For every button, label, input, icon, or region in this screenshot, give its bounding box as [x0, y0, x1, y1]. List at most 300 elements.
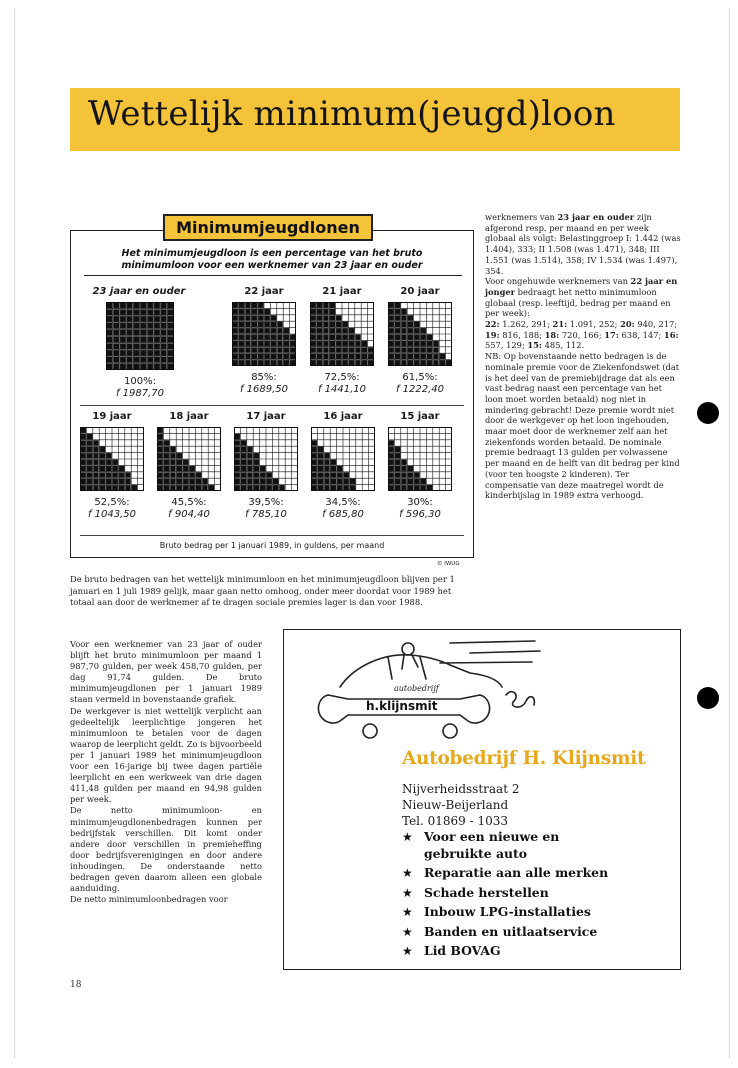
grid-cell-empty: [285, 433, 291, 439]
grid-cell-empty: [433, 334, 439, 340]
grid-cell-filled: [361, 347, 367, 353]
grid-cell-filled: [401, 340, 407, 346]
grid-cell-empty: [439, 446, 445, 452]
grid-cell-filled: [253, 465, 259, 471]
grid-cell-filled: [361, 353, 367, 359]
star-icon: ★: [402, 905, 413, 919]
grid-cell-filled: [240, 453, 246, 459]
grid-cell-empty: [362, 453, 368, 459]
grid-cell-filled: [106, 316, 113, 323]
grid-cell-empty: [439, 321, 445, 327]
right-paragraph-1: werknemers van 23 jaar en ouder zijn afgerond resp. per maand en per week globaal als volgt: Belastinggroep I: 1.442 (was 1.404), 333; II 1.508 (was 1.471), 348; III 1.551 (was 1.514), 358; IV 1.534 (was 1.497), 354.: [485, 212, 681, 276]
grid-cell-filled: [154, 309, 161, 316]
grid-cell-empty: [272, 446, 278, 452]
ad-feature: [402, 943, 608, 960]
left-paragraph-1: Voor een werknemer van 23 jaar of ouder blijft het bruto minimumloon per maand 1 987,70 gulden, per week 458,70 gulden, per dag 91,74 gulden. De bruto minimumjeugdlonen per 1 januari 1989 staan vermeld in bovenstaande grafiek.: [70, 639, 262, 705]
grid-cell-empty: [112, 446, 118, 452]
grid-cell-filled: [167, 356, 174, 363]
car-cartoon-logo: [300, 635, 550, 750]
grid-cell-filled: [86, 472, 92, 478]
figure-title-box: [163, 214, 373, 241]
ad-feature: [402, 885, 608, 902]
grid-cell-filled: [189, 472, 195, 478]
grid-cell-filled: [120, 356, 127, 363]
grid-cell-filled: [86, 433, 92, 439]
grid-cell-filled: [140, 302, 147, 309]
grid-cell-filled: [401, 353, 407, 359]
grid-cell-empty: [285, 446, 291, 452]
grid-cell-filled: [118, 478, 124, 484]
grid-cell-empty: [426, 440, 432, 446]
grid-cell-empty: [93, 433, 99, 439]
binder-hole-top: [697, 402, 719, 424]
grid-cell-filled: [160, 363, 167, 370]
grid-cell-filled: [420, 334, 426, 340]
grid-cell-filled: [355, 334, 361, 340]
grid-cell-empty: [355, 328, 361, 334]
grid-cell-filled: [407, 334, 413, 340]
grid-cell-empty: [272, 453, 278, 459]
grid-cell-empty: [420, 446, 426, 452]
grid-cell-empty: [337, 446, 343, 452]
grid-cell-empty: [131, 465, 137, 471]
grid-cell-filled: [240, 446, 246, 452]
net-wage-value: 720, 166;: [559, 329, 605, 340]
net-wage-list: [485, 319, 679, 350]
grid-cell-empty: [208, 472, 214, 478]
grid-cell-empty: [260, 459, 266, 465]
grid-cell-empty: [260, 433, 266, 439]
grid-cell-filled: [170, 446, 176, 452]
grid-cell-filled: [264, 328, 270, 334]
grid-cell-empty: [277, 315, 283, 321]
grid-cell-empty: [349, 440, 355, 446]
grid-cell-filled: [283, 353, 289, 359]
logo-name-text: h.klijnsmit: [366, 699, 438, 713]
grid-cell-empty: [283, 308, 289, 314]
grid-cell-filled: [336, 321, 342, 327]
grid-cell-empty: [336, 308, 342, 314]
grid-cell-filled: [316, 321, 322, 327]
grid-cell-empty: [112, 433, 118, 439]
grid-cell-filled: [420, 478, 426, 484]
left-paragraph-3: De netto minimumloon- en minimumjeugdlonenbedragen kunnen per bedrijfstak verschillen. Dit komt onder andere door verschillen in premieheffing door bedrijfsverenigingen en door andere inhoudingen. De onderstaande netto bedragen geven daarom alleen een globale aanduiding.: [70, 805, 262, 894]
grid-cell-filled: [258, 353, 264, 359]
panel-grid-wrap: [234, 427, 298, 491]
grid-cell-empty: [106, 446, 112, 452]
grid-cell-empty: [283, 321, 289, 327]
grid-cell-filled: [253, 453, 259, 459]
grid-cell-empty: [362, 478, 368, 484]
grid-cell-filled: [270, 353, 276, 359]
grid-cell-empty: [317, 440, 323, 446]
grid-cell-empty: [337, 459, 343, 465]
grid-cell-filled: [426, 334, 432, 340]
grid-cell-empty: [106, 440, 112, 446]
grid-cell-empty: [189, 433, 195, 439]
grid-cell-empty: [349, 446, 355, 452]
grid-cell-empty: [176, 446, 182, 452]
grid-cell-filled: [270, 328, 276, 334]
grid-cell-empty: [433, 472, 439, 478]
grid-cell-filled: [394, 478, 400, 484]
grid-cell-empty: [356, 446, 362, 452]
grid-cell-filled: [120, 309, 127, 316]
grid-cell-filled: [337, 465, 343, 471]
panel-age-label: 20 jaar: [400, 286, 440, 297]
grid-cell-filled: [140, 343, 147, 350]
grid-cell-filled: [140, 356, 147, 363]
grid-cell-filled: [329, 353, 335, 359]
grid-cell-filled: [324, 478, 330, 484]
panel-value: [378, 372, 462, 396]
grid-cell-filled: [317, 478, 323, 484]
grid-cell-filled: [264, 334, 270, 340]
star-icon: ★: [402, 944, 413, 958]
grid-cell-filled: [337, 478, 343, 484]
panel-grid: [232, 302, 296, 366]
grid-cell-filled: [163, 453, 169, 459]
net-wage-age: 20:: [620, 319, 635, 330]
grid-cell-filled: [154, 302, 161, 309]
net-wage-age: 21:: [552, 319, 568, 330]
grid-cell-empty: [125, 446, 131, 452]
grid-cell-filled: [133, 322, 140, 329]
grid-cell-empty: [131, 440, 137, 446]
grid-cell-filled: [426, 353, 432, 359]
grid-cell-filled: [251, 321, 257, 327]
grid-cell-filled: [170, 453, 176, 459]
grid-cell-filled: [126, 329, 133, 336]
grid-cell-empty: [272, 440, 278, 446]
grid-cell-filled: [106, 350, 113, 357]
grid-cell-filled: [401, 328, 407, 334]
grid-cell-filled: [167, 336, 174, 343]
ad-title: Autobedrijf H. Klijnsmit: [402, 748, 646, 769]
grid-cell-filled: [106, 336, 113, 343]
grid-cell-empty: [426, 453, 432, 459]
grid-cell-filled: [106, 478, 112, 484]
grid-cell-filled: [154, 329, 161, 336]
grid-cell-filled: [133, 336, 140, 343]
grid-cell-empty: [266, 465, 272, 471]
figure-subtitle: [80, 248, 464, 272]
grid-cell-empty: [439, 308, 445, 314]
panel-grid: [80, 427, 144, 491]
grid-cell-filled: [258, 340, 264, 346]
panel-grid-wrap: [106, 302, 174, 370]
grid-cell-filled: [147, 322, 154, 329]
grid-cell-empty: [426, 465, 432, 471]
grid-cell-empty: [324, 446, 330, 452]
grid-cell-filled: [401, 472, 407, 478]
grid-cell-filled: [245, 328, 251, 334]
grid-cell-filled: [407, 340, 413, 346]
grid-cell-empty: [433, 465, 439, 471]
grid-cell-filled: [251, 315, 257, 321]
grid-cell-empty: [106, 433, 112, 439]
grid-cell-filled: [113, 356, 120, 363]
grid-cell-filled: [414, 340, 420, 346]
panel-grid: [310, 302, 374, 366]
grid-cell-filled: [407, 478, 413, 484]
grid-cell-empty: [125, 453, 131, 459]
grid-cell-filled: [106, 363, 113, 370]
grid-cell-filled: [329, 328, 335, 334]
grid-cell-filled: [113, 322, 120, 329]
grid-cell-filled: [348, 347, 354, 353]
grid-cell-empty: [330, 453, 336, 459]
title-banner: [70, 88, 680, 151]
grid-cell-empty: [279, 453, 285, 459]
grid-cell-empty: [401, 440, 407, 446]
panel-amount: f 1441,10: [317, 384, 367, 395]
grid-cell-filled: [323, 353, 329, 359]
grid-cell-empty: [279, 472, 285, 478]
panel-percent: 85%:: [251, 372, 277, 383]
grid-cell-filled: [126, 302, 133, 309]
grid-cell-filled: [426, 347, 432, 353]
grid-cell-empty: [439, 478, 445, 484]
grid-cell-empty: [349, 433, 355, 439]
grid-cell-empty: [426, 478, 432, 484]
figure-title: Minimumjeugdlonen: [176, 218, 360, 237]
grid-cell-filled: [140, 363, 147, 370]
panel-value: [147, 497, 231, 521]
grid-cell-filled: [106, 453, 112, 459]
grid-cell-filled: [264, 353, 270, 359]
grid-cell-filled: [170, 478, 176, 484]
right-column: [485, 212, 682, 501]
grid-cell-filled: [106, 302, 113, 309]
grid-cell-filled: [167, 329, 174, 336]
grid-cell-filled: [260, 478, 266, 484]
grid-cell-filled: [414, 472, 420, 478]
grid-cell-filled: [258, 308, 264, 314]
grid-cell-filled: [86, 478, 92, 484]
grid-cell-filled: [147, 363, 154, 370]
grid-cell-empty: [125, 459, 131, 465]
grid-cell-filled: [113, 350, 120, 357]
grid-cell-empty: [176, 433, 182, 439]
grid-cell-empty: [433, 315, 439, 321]
grid-cell-filled: [160, 302, 167, 309]
grid-cell-filled: [323, 315, 329, 321]
grid-cell-filled: [133, 309, 140, 316]
grid-cell-filled: [167, 302, 174, 309]
grid-cell-filled: [140, 322, 147, 329]
panel-percent: 39,5%:: [248, 497, 284, 508]
net-wage-age: 19:: [485, 329, 500, 340]
grid-cell-empty: [420, 472, 426, 478]
grid-cell-empty: [343, 465, 349, 471]
grid-cell-empty: [272, 472, 278, 478]
grid-cell-filled: [106, 465, 112, 471]
grid-cell-filled: [99, 472, 105, 478]
grid-cell-filled: [93, 465, 99, 471]
grid-cell-filled: [99, 459, 105, 465]
grid-cell-empty: [355, 321, 361, 327]
grid-cell-filled: [264, 321, 270, 327]
panel-percent: 61,5%:: [402, 372, 438, 383]
grid-cell-filled: [176, 478, 182, 484]
grid-cell-filled: [260, 465, 266, 471]
grid-cell-filled: [167, 343, 174, 350]
grid-cell-filled: [113, 343, 120, 350]
grid-cell-filled: [329, 321, 335, 327]
grid-cell-filled: [247, 465, 253, 471]
grid-cell-empty: [362, 465, 368, 471]
grid-cell-filled: [245, 334, 251, 340]
grid-cell-empty: [337, 440, 343, 446]
panel-amount: f 685,80: [322, 509, 364, 520]
grid-cell-empty: [285, 465, 291, 471]
grid-cell-filled: [401, 478, 407, 484]
grid-cell-filled: [240, 459, 246, 465]
grid-cell-filled: [245, 347, 251, 353]
grid-cell-empty: [253, 446, 259, 452]
grid-cell-filled: [126, 350, 133, 357]
grid-cell-filled: [247, 459, 253, 465]
grid-cell-empty: [330, 446, 336, 452]
grid-cell-empty: [285, 459, 291, 465]
right-paragraph-3: NB: Op bovenstaande netto bedragen is de nominale premie voor de Ziekenfondswet (dat is het deel van de premiebijdrage dat als een vast bedrag naast een percentage van het loon moet worden betaald) nog niet in mindering gebracht! Deze premie wordt niet door de werkgever op het loon ingehouden, maar moet door de werknemer zelf aan het ziekenfonds worden betaald. De nominale premie bedraagt 13 gulden per volwassene per maand en de helft van dit bedrag per kind (voor ten hoogste 2 kinderen). Ter compensatie van deze maatregel wordt de kinderbijslag in 1989 extra verhoogd.: [485, 351, 680, 501]
left-paragraph-2: De werkgever is niet wettelijk verplicht aan gedeeltelijk leerplichtige jongeren het minimumloon te betalen voor de dagen waarop de leerplicht geldt. Zo is bijvoorbeeld per 1 januari 1989 het minimumjeugdloon voor een 16-jarige bij twee dagen partiële leerplicht en een werkweek van drie dagen 411,48 gulden per maand en 94,98 gulden per week.: [70, 705, 262, 805]
grid-cell-filled: [283, 334, 289, 340]
grid-cell-empty: [195, 459, 201, 465]
grid-cell-empty: [439, 433, 445, 439]
grid-cell-empty: [362, 459, 368, 465]
grid-cell-empty: [420, 433, 426, 439]
grid-cell-empty: [439, 472, 445, 478]
grid-cell-empty: [356, 459, 362, 465]
panel-age-label: 21 jaar: [322, 286, 362, 297]
grid-cell-filled: [394, 334, 400, 340]
figure-divider: [84, 275, 462, 276]
grid-cell-filled: [270, 315, 276, 321]
grid-cell-filled: [112, 472, 118, 478]
grid-cell-empty: [343, 459, 349, 465]
grid-cell-empty: [247, 440, 253, 446]
grid-cell-empty: [420, 321, 426, 327]
grid-cell-empty: [426, 315, 432, 321]
grid-cell-empty: [414, 453, 420, 459]
grid-cell-empty: [349, 465, 355, 471]
grid-cell-empty: [414, 440, 420, 446]
grid-cell-empty: [260, 446, 266, 452]
net-wage-age: 18:: [544, 329, 560, 340]
grid-cell-empty: [195, 465, 201, 471]
grid-cell-empty: [277, 308, 283, 314]
star-icon: ★: [402, 866, 413, 880]
grid-cell-empty: [131, 472, 137, 478]
panel-percent: 34,5%:: [325, 497, 361, 508]
net-wage-value: 557, 129;: [485, 340, 528, 351]
grid-cell-empty: [361, 321, 367, 327]
grid-cell-filled: [270, 334, 276, 340]
grid-cell-filled: [106, 472, 112, 478]
panel-grid: [157, 427, 221, 491]
grid-cell-empty: [208, 459, 214, 465]
grid-cell-filled: [251, 308, 257, 314]
grid-cell-empty: [439, 459, 445, 465]
grid-cell-filled: [316, 328, 322, 334]
grid-cell-filled: [407, 472, 413, 478]
grid-cell-filled: [147, 356, 154, 363]
grid-cell-filled: [251, 353, 257, 359]
star-icon: ★: [402, 885, 413, 900]
grid-cell-filled: [183, 465, 189, 471]
grid-cell-empty: [439, 334, 445, 340]
grid-cell-filled: [147, 309, 154, 316]
grid-cell-filled: [147, 329, 154, 336]
grid-cell-filled: [316, 315, 322, 321]
grid-cell-filled: [160, 316, 167, 323]
grid-cell-empty: [414, 433, 420, 439]
grid-cell-filled: [126, 309, 133, 316]
grid-cell-empty: [414, 315, 420, 321]
grid-cell-empty: [420, 315, 426, 321]
grid-cell-empty: [439, 440, 445, 446]
grid-cell-empty: [183, 440, 189, 446]
grid-cell-empty: [433, 321, 439, 327]
grid-cell-empty: [285, 453, 291, 459]
grid-cell-empty: [426, 459, 432, 465]
grid-cell-filled: [348, 340, 354, 346]
grid-cell-filled: [349, 478, 355, 484]
grid-cell-empty: [208, 478, 214, 484]
grid-cell-empty: [420, 453, 426, 459]
left-column: [70, 639, 262, 905]
grid-cell-empty: [439, 453, 445, 459]
grid-cell-filled: [113, 336, 120, 343]
grid-cell-empty: [125, 440, 131, 446]
grid-cell-filled: [133, 350, 140, 357]
grid-cell-filled: [247, 472, 253, 478]
grid-cell-filled: [183, 478, 189, 484]
grid-cell-filled: [336, 315, 342, 321]
grid-cell-filled: [272, 478, 278, 484]
grid-cell-empty: [362, 433, 368, 439]
grid-cell-filled: [112, 465, 118, 471]
grid-cell-filled: [240, 440, 246, 446]
grid-cell-filled: [126, 322, 133, 329]
net-wage-value: 940, 217;: [634, 319, 678, 330]
grid-cell-empty: [362, 440, 368, 446]
grid-cell-filled: [245, 353, 251, 359]
ad-phone: Tel. 01869 - 1033: [402, 814, 509, 828]
grid-cell-empty: [426, 433, 432, 439]
figure-footnote: Bruto bedrag per 1 januari 1989, in guldens, per maand: [159, 541, 385, 550]
grid-cell-filled: [316, 353, 322, 359]
grid-cell-filled: [394, 453, 400, 459]
grid-cell-empty: [272, 459, 278, 465]
grid-cell-filled: [317, 453, 323, 459]
grid-cell-empty: [183, 433, 189, 439]
grid-cell-filled: [258, 315, 264, 321]
grid-cell-empty: [202, 459, 208, 465]
grid-cell-filled: [258, 328, 264, 334]
grid-cell-empty: [343, 433, 349, 439]
grid-cell-filled: [99, 446, 105, 452]
grid-cell-empty: [118, 453, 124, 459]
grid-cell-filled: [253, 459, 259, 465]
grid-cell-filled: [126, 336, 133, 343]
grid-cell-filled: [160, 309, 167, 316]
grid-cell-filled: [277, 340, 283, 346]
grid-cell-empty: [272, 433, 278, 439]
grid-cell-filled: [113, 316, 120, 323]
